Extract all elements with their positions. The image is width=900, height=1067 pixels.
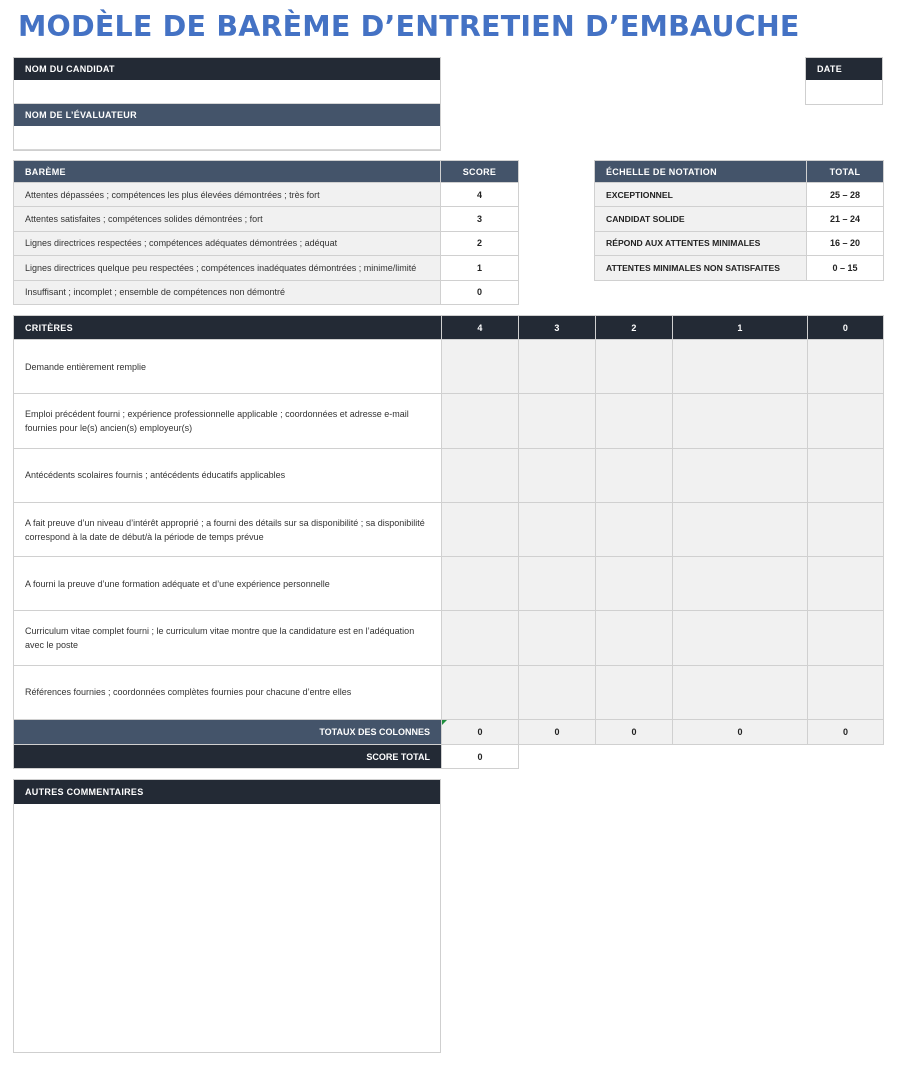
table-row: [14, 280, 519, 304]
criteria-text: Antécédents scolaires fournis ; antécédents éducatifs applicables: [14, 448, 442, 502]
score-cell-2[interactable]: [596, 340, 673, 394]
bareme-header: BARÈME: [14, 161, 441, 183]
score-cell-0[interactable]: [808, 394, 884, 448]
criteria-text: Références fournies ; coordonnées complètes fournies pour chacune d’entre elles: [14, 665, 442, 719]
total-header: TOTAL: [807, 161, 884, 183]
column-total-3: 0: [519, 720, 596, 745]
column-totals-row: [14, 720, 884, 745]
criteria-table: [13, 315, 884, 769]
score-cell-0[interactable]: [808, 448, 884, 502]
rating-scale-header: ÉCHELLE DE NOTATION: [595, 161, 807, 183]
score-cell-3[interactable]: [519, 665, 596, 719]
score-cell-4[interactable]: [442, 394, 519, 448]
rating-label: CANDIDAT SOLIDE: [595, 207, 807, 231]
score-cell-3[interactable]: [519, 502, 596, 556]
table-row: [14, 448, 884, 502]
evaluator-name-label: NOM DE L’ÉVALUATEUR: [14, 104, 440, 126]
score-cell-2[interactable]: [596, 502, 673, 556]
formula-indicator-icon: [442, 720, 447, 725]
criteria-text: Demande entièrement remplie: [14, 340, 442, 394]
score-cell-1[interactable]: [673, 502, 808, 556]
score-cell-3[interactable]: [519, 394, 596, 448]
score-cell-0[interactable]: [808, 665, 884, 719]
score-0-header: 0: [808, 316, 884, 340]
column-total-1: 0: [673, 720, 808, 745]
score-cell-4[interactable]: [442, 611, 519, 665]
column-total-value: 0: [477, 727, 483, 738]
rating-range: 0 – 15: [807, 256, 884, 280]
table-row: [595, 256, 884, 280]
score-header: SCORE: [441, 161, 519, 183]
score-cell-2[interactable]: [596, 611, 673, 665]
table-row: [595, 183, 884, 207]
criteria-text: Emploi précédent fourni ; expérience professionnelle applicable ; coordonnées et adresse e-mail fournies pour le(s) ancien(s) employeur(s): [14, 394, 442, 448]
table-row: [14, 394, 884, 448]
score-cell-0[interactable]: [808, 502, 884, 556]
table-row: [595, 207, 884, 231]
criteria-text: A fait preuve d’un niveau d’intérêt approprié ; a fourni des détails sur sa disponibilité ; sa disponibilité correspond à la date de début/à la période de temps prévue: [14, 502, 442, 556]
rating-range: 25 – 28: [807, 183, 884, 207]
score-cell-1[interactable]: [673, 611, 808, 665]
score-cell-3[interactable]: [519, 340, 596, 394]
bareme-description: Attentes satisfaites ; compétences solides démontrées ; fort: [14, 207, 441, 231]
comments-block: [13, 779, 441, 1053]
score-cell-4[interactable]: [442, 448, 519, 502]
total-score-label: SCORE TOTAL: [14, 745, 442, 769]
column-total-0: 0: [808, 720, 884, 745]
table-row: [14, 207, 519, 231]
rating-range: 16 – 20: [807, 231, 884, 255]
candidate-evaluator-block: [13, 57, 441, 151]
date-block: [805, 57, 883, 105]
table-row: [14, 502, 884, 556]
date-field[interactable]: [806, 80, 882, 104]
rating-range: 21 – 24: [807, 207, 884, 231]
total-score-row: [14, 745, 884, 769]
score-cell-2[interactable]: [596, 557, 673, 611]
evaluator-name-field[interactable]: [14, 126, 440, 150]
table-row: [14, 665, 884, 719]
score-cell-4[interactable]: [442, 665, 519, 719]
rating-label: EXCEPTIONNEL: [595, 183, 807, 207]
comments-label: AUTRES COMMENTAIRES: [14, 780, 440, 804]
score-cell-1[interactable]: [673, 394, 808, 448]
score-4-header: 4: [442, 316, 519, 340]
criteria-text: A fourni la preuve d’une formation adéquate et d’une expérience personnelle: [14, 557, 442, 611]
candidate-name-label: NOM DU CANDIDAT: [14, 58, 440, 80]
table-row: [14, 231, 519, 255]
candidate-name-field[interactable]: [14, 80, 440, 104]
score-cell-1[interactable]: [673, 340, 808, 394]
page-title: MODÈLE DE BARÈME D’ENTRETIEN D’EMBAUCHE: [18, 10, 800, 43]
bareme-score: 1: [441, 256, 519, 280]
score-cell-0[interactable]: [808, 340, 884, 394]
bareme-table: [13, 160, 519, 305]
table-row: [14, 340, 884, 394]
rating-label: ATTENTES MINIMALES NON SATISFAITES: [595, 256, 807, 280]
score-1-header: 1: [673, 316, 808, 340]
table-row: [14, 256, 519, 280]
score-cell-0[interactable]: [808, 611, 884, 665]
total-score-value: 0: [442, 745, 519, 769]
bareme-description: Attentes dépassées ; compétences les plus élevées démontrées ; très fort: [14, 183, 441, 207]
rating-label: RÉPOND AUX ATTENTES MINIMALES: [595, 231, 807, 255]
table-row: [14, 557, 884, 611]
criteria-text: Curriculum vitae complet fourni ; le curriculum vitae montre que la candidature est en l’adéquation avec le poste: [14, 611, 442, 665]
bareme-score: 3: [441, 207, 519, 231]
bareme-description: Lignes directrices respectées ; compétences adéquates démontrées ; adéquat: [14, 231, 441, 255]
score-cell-2[interactable]: [596, 394, 673, 448]
score-cell-4[interactable]: [442, 557, 519, 611]
table-row: [14, 183, 519, 207]
criteria-header: CRITÈRES: [14, 316, 442, 340]
bareme-score: 0: [441, 280, 519, 304]
score-cell-1[interactable]: [673, 448, 808, 502]
column-totals-label: TOTAUX DES COLONNES: [14, 720, 442, 745]
score-cell-4[interactable]: [442, 340, 519, 394]
score-cell-2[interactable]: [596, 448, 673, 502]
column-total-4: [442, 720, 519, 745]
score-cell-0[interactable]: [808, 557, 884, 611]
score-cell-4[interactable]: [442, 502, 519, 556]
column-total-2: 0: [596, 720, 673, 745]
score-cell-3[interactable]: [519, 448, 596, 502]
bareme-description: Lignes directrices quelque peu respectées ; compétences inadéquates démontrées ; minime/limité: [14, 256, 441, 280]
score-2-header: 2: [596, 316, 673, 340]
date-label: DATE: [806, 58, 882, 80]
table-row: [14, 611, 884, 665]
bareme-description: Insuffisant ; incomplet ; ensemble de compétences non démontré: [14, 280, 441, 304]
score-3-header: 3: [519, 316, 596, 340]
score-cell-1[interactable]: [673, 665, 808, 719]
table-row: [595, 231, 884, 255]
bareme-score: 4: [441, 183, 519, 207]
comments-field[interactable]: [14, 804, 440, 1052]
score-cell-1[interactable]: [673, 557, 808, 611]
score-cell-3[interactable]: [519, 611, 596, 665]
score-cell-3[interactable]: [519, 557, 596, 611]
rating-scale-table: [594, 160, 884, 281]
bareme-score: 2: [441, 231, 519, 255]
score-cell-2[interactable]: [596, 665, 673, 719]
